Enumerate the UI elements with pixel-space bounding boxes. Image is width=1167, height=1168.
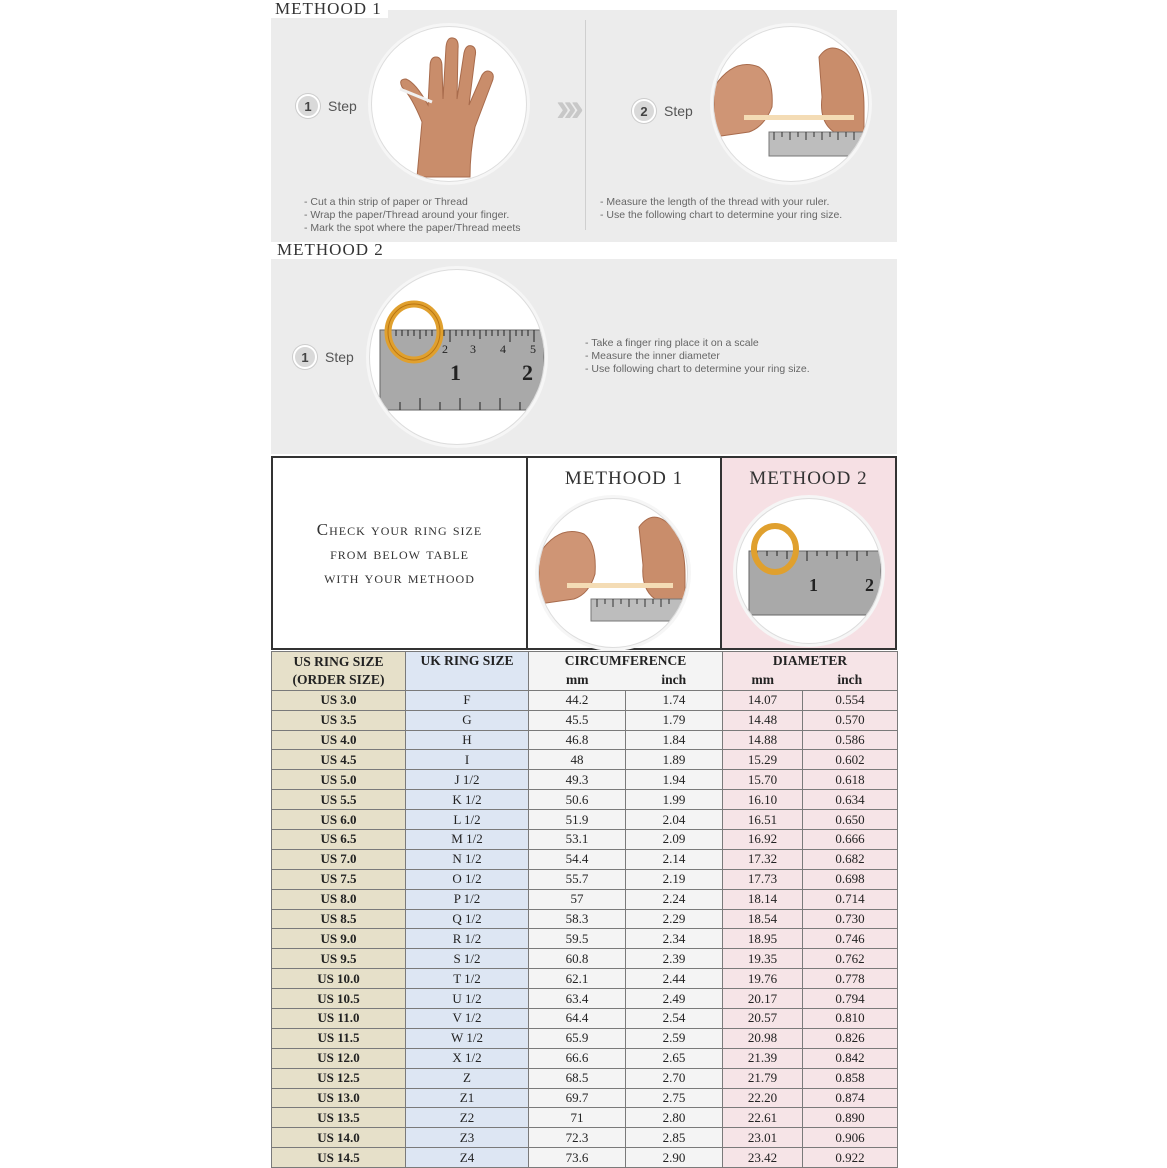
table-method2-title: METHOOD 2 [749,468,868,489]
method1-step1-instructions [304,196,521,235]
uk-size-cell: P 1/2 [406,889,529,909]
ruler-label: 2 [522,360,533,385]
diameter-mm-cell: 22.61 [723,1108,803,1128]
diameter-inch-cell: 0.714 [803,889,898,909]
diameter-inch-cell: 0.634 [803,790,898,810]
circumference-mm-cell: 51.9 [529,810,626,830]
method1-step2-instructions [600,196,842,222]
ruler-label: 4 [500,342,506,356]
circumference-mm-cell: 71 [529,1108,626,1128]
circumference-mm-cell: 66.6 [529,1048,626,1068]
diameter-inch-cell: 0.554 [803,690,898,710]
unit-mm: mm [529,671,626,690]
table-row [272,1009,898,1029]
diameter-inch-cell: 0.842 [803,1048,898,1068]
instruction-line: - Take a finger ring place it on a scale [585,337,810,350]
circumference-mm-cell: 46.8 [529,730,626,750]
diameter-mm-cell: 16.51 [723,810,803,830]
diameter-mm-cell: 18.95 [723,929,803,949]
ruler-label: 1 [450,360,461,385]
us-size-cell: US 13.5 [272,1108,406,1128]
us-size-cell: US 4.5 [272,750,406,770]
ruler-hands-image [713,26,869,182]
method1-title: METHOOD 1 [271,0,388,18]
diameter-mm-cell: 23.01 [723,1128,803,1148]
circumference-inch-cell: 1.79 [626,710,723,730]
table-row [272,1128,898,1148]
method2-title: METHOOD 2 [277,240,384,259]
circumference-mm-cell: 49.3 [529,770,626,790]
circumference-inch-cell: 2.70 [626,1068,723,1088]
circumference-inch-cell: 1.89 [626,750,723,770]
circumference-inch-cell: 2.49 [626,989,723,1009]
diameter-mm-cell: 23.42 [723,1148,803,1168]
table-row [272,929,898,949]
circumference-mm-cell: 50.6 [529,790,626,810]
diameter-mm-cell: 20.98 [723,1028,803,1048]
circumference-inch-cell: 2.29 [626,909,723,929]
intro-line: Check your ring size [316,520,483,539]
diameter-mm-cell: 17.73 [723,869,803,889]
circumference-inch-cell: 1.84 [626,730,723,750]
diameter-inch-cell: 0.890 [803,1108,898,1128]
us-size-cell: US 3.0 [272,690,406,710]
circumference-mm-cell: 63.4 [529,989,626,1009]
us-size-cell: US 5.0 [272,770,406,790]
table-row [272,889,898,909]
diameter-inch-cell: 0.698 [803,869,898,889]
diameter-inch-cell: 0.906 [803,1128,898,1148]
table-row [272,730,898,750]
step-number-badge: 1 [293,345,317,369]
instruction-line: - Use the following chart to determine your ring size. [600,209,842,222]
diameter-mm-cell: 17.32 [723,849,803,869]
table-row [272,909,898,929]
table-row [272,849,898,869]
circumference-inch-cell: 2.85 [626,1128,723,1148]
step-number-badge: 1 [296,94,320,118]
instruction-line: - Measure the length of the thread with your ruler. [600,196,842,209]
instruction-line: - Cut a thin strip of paper or Thread [304,196,521,209]
diameter-inch-cell: 0.650 [803,810,898,830]
method2-instructions [585,337,810,376]
table-row [272,710,898,730]
circumference-mm-cell: 68.5 [529,1068,626,1088]
ring-on-ruler-image [736,498,882,644]
us-size-cell: US 6.0 [272,810,406,830]
table-row [272,869,898,889]
us-size-cell: US 10.5 [272,989,406,1009]
instruction-line: - Wrap the paper/Thread around your finger. [304,209,521,222]
diameter-inch-cell: 0.746 [803,929,898,949]
circumference-inch-cell: 1.74 [626,690,723,710]
us-size-cell: US 8.0 [272,889,406,909]
circumference-mm-cell: 62.1 [529,969,626,989]
diameter-inch-cell: 0.826 [803,1028,898,1048]
diameter-inch-cell: 0.810 [803,1009,898,1029]
ring-size-rows [272,690,898,1167]
us-size-cell: US 13.0 [272,1088,406,1108]
uk-size-cell: Q 1/2 [406,909,529,929]
diameter-inch-cell: 0.922 [803,1148,898,1168]
diameter-inch-cell: 0.794 [803,989,898,1009]
col-header-uk: UK RING SIZE [406,652,529,691]
instruction-line: - Measure the inner diameter [585,350,810,363]
diameter-mm-cell: 14.07 [723,690,803,710]
uk-size-cell: V 1/2 [406,1009,529,1029]
circumference-mm-cell: 57 [529,889,626,909]
diameter-mm-cell: 20.17 [723,989,803,1009]
table-row [272,810,898,830]
uk-size-cell: U 1/2 [406,989,529,1009]
diameter-mm-cell: 20.57 [723,1009,803,1029]
circumference-inch-cell: 2.14 [626,849,723,869]
circumference-mm-cell: 60.8 [529,949,626,969]
table-method1-box [528,456,722,650]
uk-size-cell: K 1/2 [406,790,529,810]
diameter-inch-cell: 0.874 [803,1088,898,1108]
diameter-inch-cell: 0.602 [803,750,898,770]
diameter-inch-cell: 0.762 [803,949,898,969]
diameter-mm-cell: 14.48 [723,710,803,730]
table-row [272,1048,898,1068]
us-size-cell: US 11.0 [272,1009,406,1029]
ruler-label: 1 [809,575,818,595]
diameter-mm-cell: 15.29 [723,750,803,770]
uk-size-cell: Z1 [406,1088,529,1108]
uk-size-cell: Z4 [406,1148,529,1168]
uk-size-cell: Z3 [406,1128,529,1148]
diameter-mm-cell: 19.35 [723,949,803,969]
uk-size-cell: F [406,690,529,710]
step-label: Step [664,103,693,119]
col-header-circumference: CIRCUMFERENCE [529,652,723,671]
diameter-mm-cell: 14.88 [723,730,803,750]
intro-line: from below table [330,544,469,563]
uk-size-cell: L 1/2 [406,810,529,830]
col-header-us-label: US RING SIZE [293,653,384,669]
uk-size-cell: X 1/2 [406,1048,529,1068]
ruler-label: 5 [530,342,536,356]
circumference-mm-cell: 65.9 [529,1028,626,1048]
uk-size-cell: N 1/2 [406,849,529,869]
diameter-mm-cell: 16.92 [723,830,803,850]
ring-size-table [271,651,898,1168]
diameter-inch-cell: 0.586 [803,730,898,750]
ruler-label: 2 [865,575,874,595]
diameter-inch-cell: 0.570 [803,710,898,730]
us-size-cell: US 7.0 [272,849,406,869]
step-label: Step [328,98,357,114]
circumference-mm-cell: 54.4 [529,849,626,869]
table-row [272,830,898,850]
intro-line: with your methood [324,568,475,587]
circumference-inch-cell: 2.54 [626,1009,723,1029]
circumference-inch-cell: 2.19 [626,869,723,889]
circumference-inch-cell: 2.34 [626,929,723,949]
table-row [272,1068,898,1088]
diameter-mm-cell: 16.10 [723,790,803,810]
circumference-mm-cell: 72.3 [529,1128,626,1148]
circumference-inch-cell: 2.90 [626,1148,723,1168]
us-size-cell: US 9.0 [272,929,406,949]
uk-size-cell: J 1/2 [406,770,529,790]
circumference-mm-cell: 48 [529,750,626,770]
circumference-inch-cell: 2.80 [626,1108,723,1128]
table-row [272,750,898,770]
diameter-inch-cell: 0.666 [803,830,898,850]
table-row [272,1108,898,1128]
uk-size-cell: G [406,710,529,730]
diameter-inch-cell: 0.858 [803,1068,898,1088]
col-header-us-sub: (ORDER SIZE) [292,671,385,687]
table-row [272,690,898,710]
circumference-inch-cell: 2.65 [626,1048,723,1068]
uk-size-cell: W 1/2 [406,1028,529,1048]
table-method1-title: METHOOD 1 [564,468,684,489]
us-size-cell: US 7.5 [272,869,406,889]
us-size-cell: US 12.5 [272,1068,406,1088]
uk-size-cell: M 1/2 [406,830,529,850]
us-size-cell: US 3.5 [272,710,406,730]
diameter-mm-cell: 21.39 [723,1048,803,1068]
uk-size-cell: O 1/2 [406,869,529,889]
table-row [272,1148,898,1168]
circumference-mm-cell: 69.7 [529,1088,626,1108]
circumference-inch-cell: 2.44 [626,969,723,989]
table-row [272,969,898,989]
table-row [272,1088,898,1108]
table-row [272,770,898,790]
diameter-inch-cell: 0.682 [803,849,898,869]
circumference-inch-cell: 1.94 [626,770,723,790]
us-size-cell: US 14.0 [272,1128,406,1148]
circumference-inch-cell: 2.75 [626,1088,723,1108]
uk-size-cell: T 1/2 [406,969,529,989]
circumference-mm-cell: 44.2 [529,690,626,710]
us-size-cell: US 14.5 [272,1148,406,1168]
method2-step1 [293,345,354,369]
us-size-cell: US 4.0 [272,730,406,750]
circumference-inch-cell: 2.24 [626,889,723,909]
diameter-inch-cell: 0.778 [803,969,898,989]
unit-inch: inch [803,671,898,690]
table-row [272,1028,898,1048]
us-size-cell: US 6.5 [272,830,406,850]
diameter-inch-cell: 0.618 [803,770,898,790]
col-header-diameter: DIAMETER [723,652,898,671]
uk-size-cell: R 1/2 [406,929,529,949]
circumference-inch-cell: 1.99 [626,790,723,810]
instruction-line: - Mark the spot where the paper/Thread meets [304,222,521,235]
instruction-line: - Use following chart to determine your ring size. [585,363,810,376]
ruler-label: 2 [442,342,448,356]
ring-on-ruler-image [369,269,545,445]
circumference-mm-cell: 58.3 [529,909,626,929]
table-row [272,949,898,969]
diameter-mm-cell: 18.54 [723,909,803,929]
us-size-cell: US 11.5 [272,1028,406,1048]
arrows-icon: ››› [556,86,578,130]
unit-mm: mm [723,671,803,690]
circumference-mm-cell: 55.7 [529,869,626,889]
circumference-mm-cell: 53.1 [529,830,626,850]
uk-size-cell: I [406,750,529,770]
us-size-cell: US 10.0 [272,969,406,989]
unit-inch: inch [626,671,723,690]
col-header-us [272,652,406,691]
circumference-inch-cell: 2.09 [626,830,723,850]
diameter-inch-cell: 0.730 [803,909,898,929]
table-row [272,790,898,810]
diameter-mm-cell: 22.20 [723,1088,803,1108]
circumference-inch-cell: 2.59 [626,1028,723,1048]
diameter-mm-cell: 19.76 [723,969,803,989]
table-intro-text [273,518,526,590]
uk-size-cell: S 1/2 [406,949,529,969]
method1-step2 [632,99,693,123]
diameter-mm-cell: 15.70 [723,770,803,790]
ruler-label: 3 [470,342,476,356]
table-intro-box [271,456,528,650]
ruler-hands-image [538,498,688,648]
uk-size-cell: Z [406,1068,529,1088]
us-size-cell: US 8.5 [272,909,406,929]
circumference-mm-cell: 59.5 [529,929,626,949]
uk-size-cell: Z2 [406,1108,529,1128]
method1-step1 [296,94,357,118]
circumference-inch-cell: 2.04 [626,810,723,830]
us-size-cell: US 5.5 [272,790,406,810]
us-size-cell: US 12.0 [272,1048,406,1068]
circumference-mm-cell: 73.6 [529,1148,626,1168]
table-row [272,989,898,1009]
table-method2-box [722,456,897,650]
diameter-mm-cell: 21.79 [723,1068,803,1088]
hand-image [371,26,527,182]
circumference-inch-cell: 2.39 [626,949,723,969]
step-number-badge: 2 [632,99,656,123]
step-label: Step [325,349,354,365]
us-size-cell: US 9.5 [272,949,406,969]
circumference-mm-cell: 45.5 [529,710,626,730]
uk-size-cell: H [406,730,529,750]
circumference-mm-cell: 64.4 [529,1009,626,1029]
diameter-mm-cell: 18.14 [723,889,803,909]
method1-divider [585,20,586,230]
